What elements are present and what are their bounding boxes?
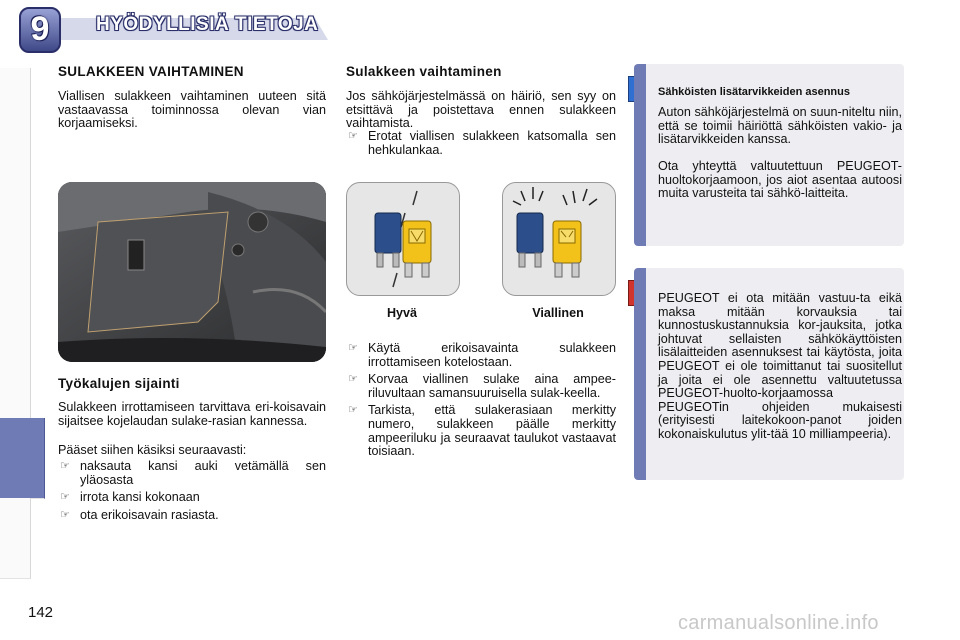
tools-text: Sulakkeen irrottamiseen tarvittava eri-koisavain sijaitsee kojelaudan sulake-rasian kannessa.	[58, 400, 326, 428]
label-bad: Viallinen	[532, 306, 584, 320]
chapter-tab[interactable]	[0, 368, 31, 419]
pointing-hand-icon: ☞	[348, 404, 358, 417]
chapter-tab[interactable]	[0, 118, 31, 169]
fuse-bad-illustration	[502, 182, 616, 296]
pointing-hand-icon: ☞	[348, 373, 358, 386]
chapter-tab[interactable]	[0, 268, 31, 319]
list-item: ☞ ota erikoisavain rasiasta.	[60, 507, 219, 522]
chapter-number: 9	[30, 10, 50, 48]
info-paragraph-2: Ota yhteyttä valtuutettuun PEUGEOT-huoltokorjaamoon, jos aiot asentaa autoosi muita varusteita tai sähkö-laitteita.	[658, 159, 902, 201]
list-item: ☞ Erotat viallisen sulakkeen katsomalla sen hehkulankaa.	[348, 129, 616, 157]
watermark: carmanualsonline.info	[678, 612, 879, 634]
chapter-tab-active[interactable]	[0, 418, 45, 499]
warning-text: PEUGEOT ei ota mitään vastuu-ta eikä maksa mitään korvauksia tai kunnostuskustannuksia kor-jauksita, jotka johtuvat sellaisten sähkökäyttöisten lisälaitteiden asennuksest tai käytösta, joita PEUGEOT ei ole toimittanut tai suositellut ja joita ei ole asennettu valtuutetussa PEUGEOT-huolto-korjaamossa PEUGEOTin ohjeiden mukaisesti (erityisesti laitekokoon-panot joiden kokonaiskulutus ylit-tää 10 milliampeeria).	[658, 291, 902, 441]
access-steps	[58, 460, 326, 526]
chapter-tab[interactable]	[0, 498, 31, 549]
access-text: Pääset siihen käsiksi seuraavasti:	[58, 443, 247, 457]
replace-title: Sulakkeen vaihtaminen	[346, 64, 502, 79]
pointing-hand-icon: ☞	[60, 491, 70, 504]
intro-text: Viallisen sulakkeen vaihtaminen uuteen sitä vastaavassa toiminnossa olevan vian korjaamiseksi.	[58, 89, 326, 131]
warning-box	[634, 268, 904, 480]
pointing-hand-icon: ☞	[348, 130, 358, 142]
list-item: ☞ Korvaa viallinen sulake aina ampee-riluvultaan samansuuruisella sulak-keella.	[348, 372, 616, 400]
section-title: SULAKKEEN VAIHTAMINEN	[58, 64, 244, 79]
chapter-tab[interactable]	[0, 548, 31, 579]
list-item: ☞ irrota kansi kokonaan	[60, 490, 200, 505]
info-title: Sähköisten lisätarvikkeiden asennus	[658, 86, 850, 98]
list-item: ☞ Tarkista, että sulakerasiaan merkitty numero, sulakkeen päälle merkitty ampeeriluku ja seuraavat taulukot vastaavat toisiaan.	[348, 403, 616, 459]
chapter-tab[interactable]	[0, 168, 31, 219]
replace-intro: Jos sähköjärjestelmässä on häiriö, sen syy on etsittävä ja poistettava ennen sulakkeen vaihtamista.	[346, 89, 616, 131]
dashboard-photo	[58, 182, 326, 362]
list-item: ☞ naksauta kansi auki vetämällä sen yläosasta	[60, 459, 326, 487]
info-box	[634, 64, 904, 246]
chapter-tab[interactable]	[0, 318, 31, 369]
info-paragraph-1: Auton sähköjärjestelmä on suun-niteltu niin, että se toimii häiriöttä sähköisten vakio- ja lisätarvikkeiden kanssa.	[658, 105, 902, 147]
replace-step-1	[346, 130, 616, 161]
page-number: 142	[28, 604, 54, 621]
chapter-tab[interactable]	[0, 218, 31, 269]
fuse-good-illustration	[346, 182, 460, 296]
tools-title: Työkalujen sijainti	[58, 376, 180, 391]
pointing-hand-icon: ☞	[60, 508, 70, 521]
pointing-hand-icon: ☞	[60, 460, 70, 472]
pointing-hand-icon: ☞	[348, 342, 358, 354]
replace-steps	[346, 342, 616, 463]
list-item: ☞ Käytä erikoisavainta sulakkeen irrottamiseen kotelostaan.	[348, 341, 616, 369]
header-title: HYÖDYLLISIÄ TIETOJA	[96, 14, 319, 35]
label-good: Hyvä	[386, 306, 418, 320]
chapter-tab[interactable]	[0, 68, 31, 119]
chapter-badge	[18, 6, 62, 54]
